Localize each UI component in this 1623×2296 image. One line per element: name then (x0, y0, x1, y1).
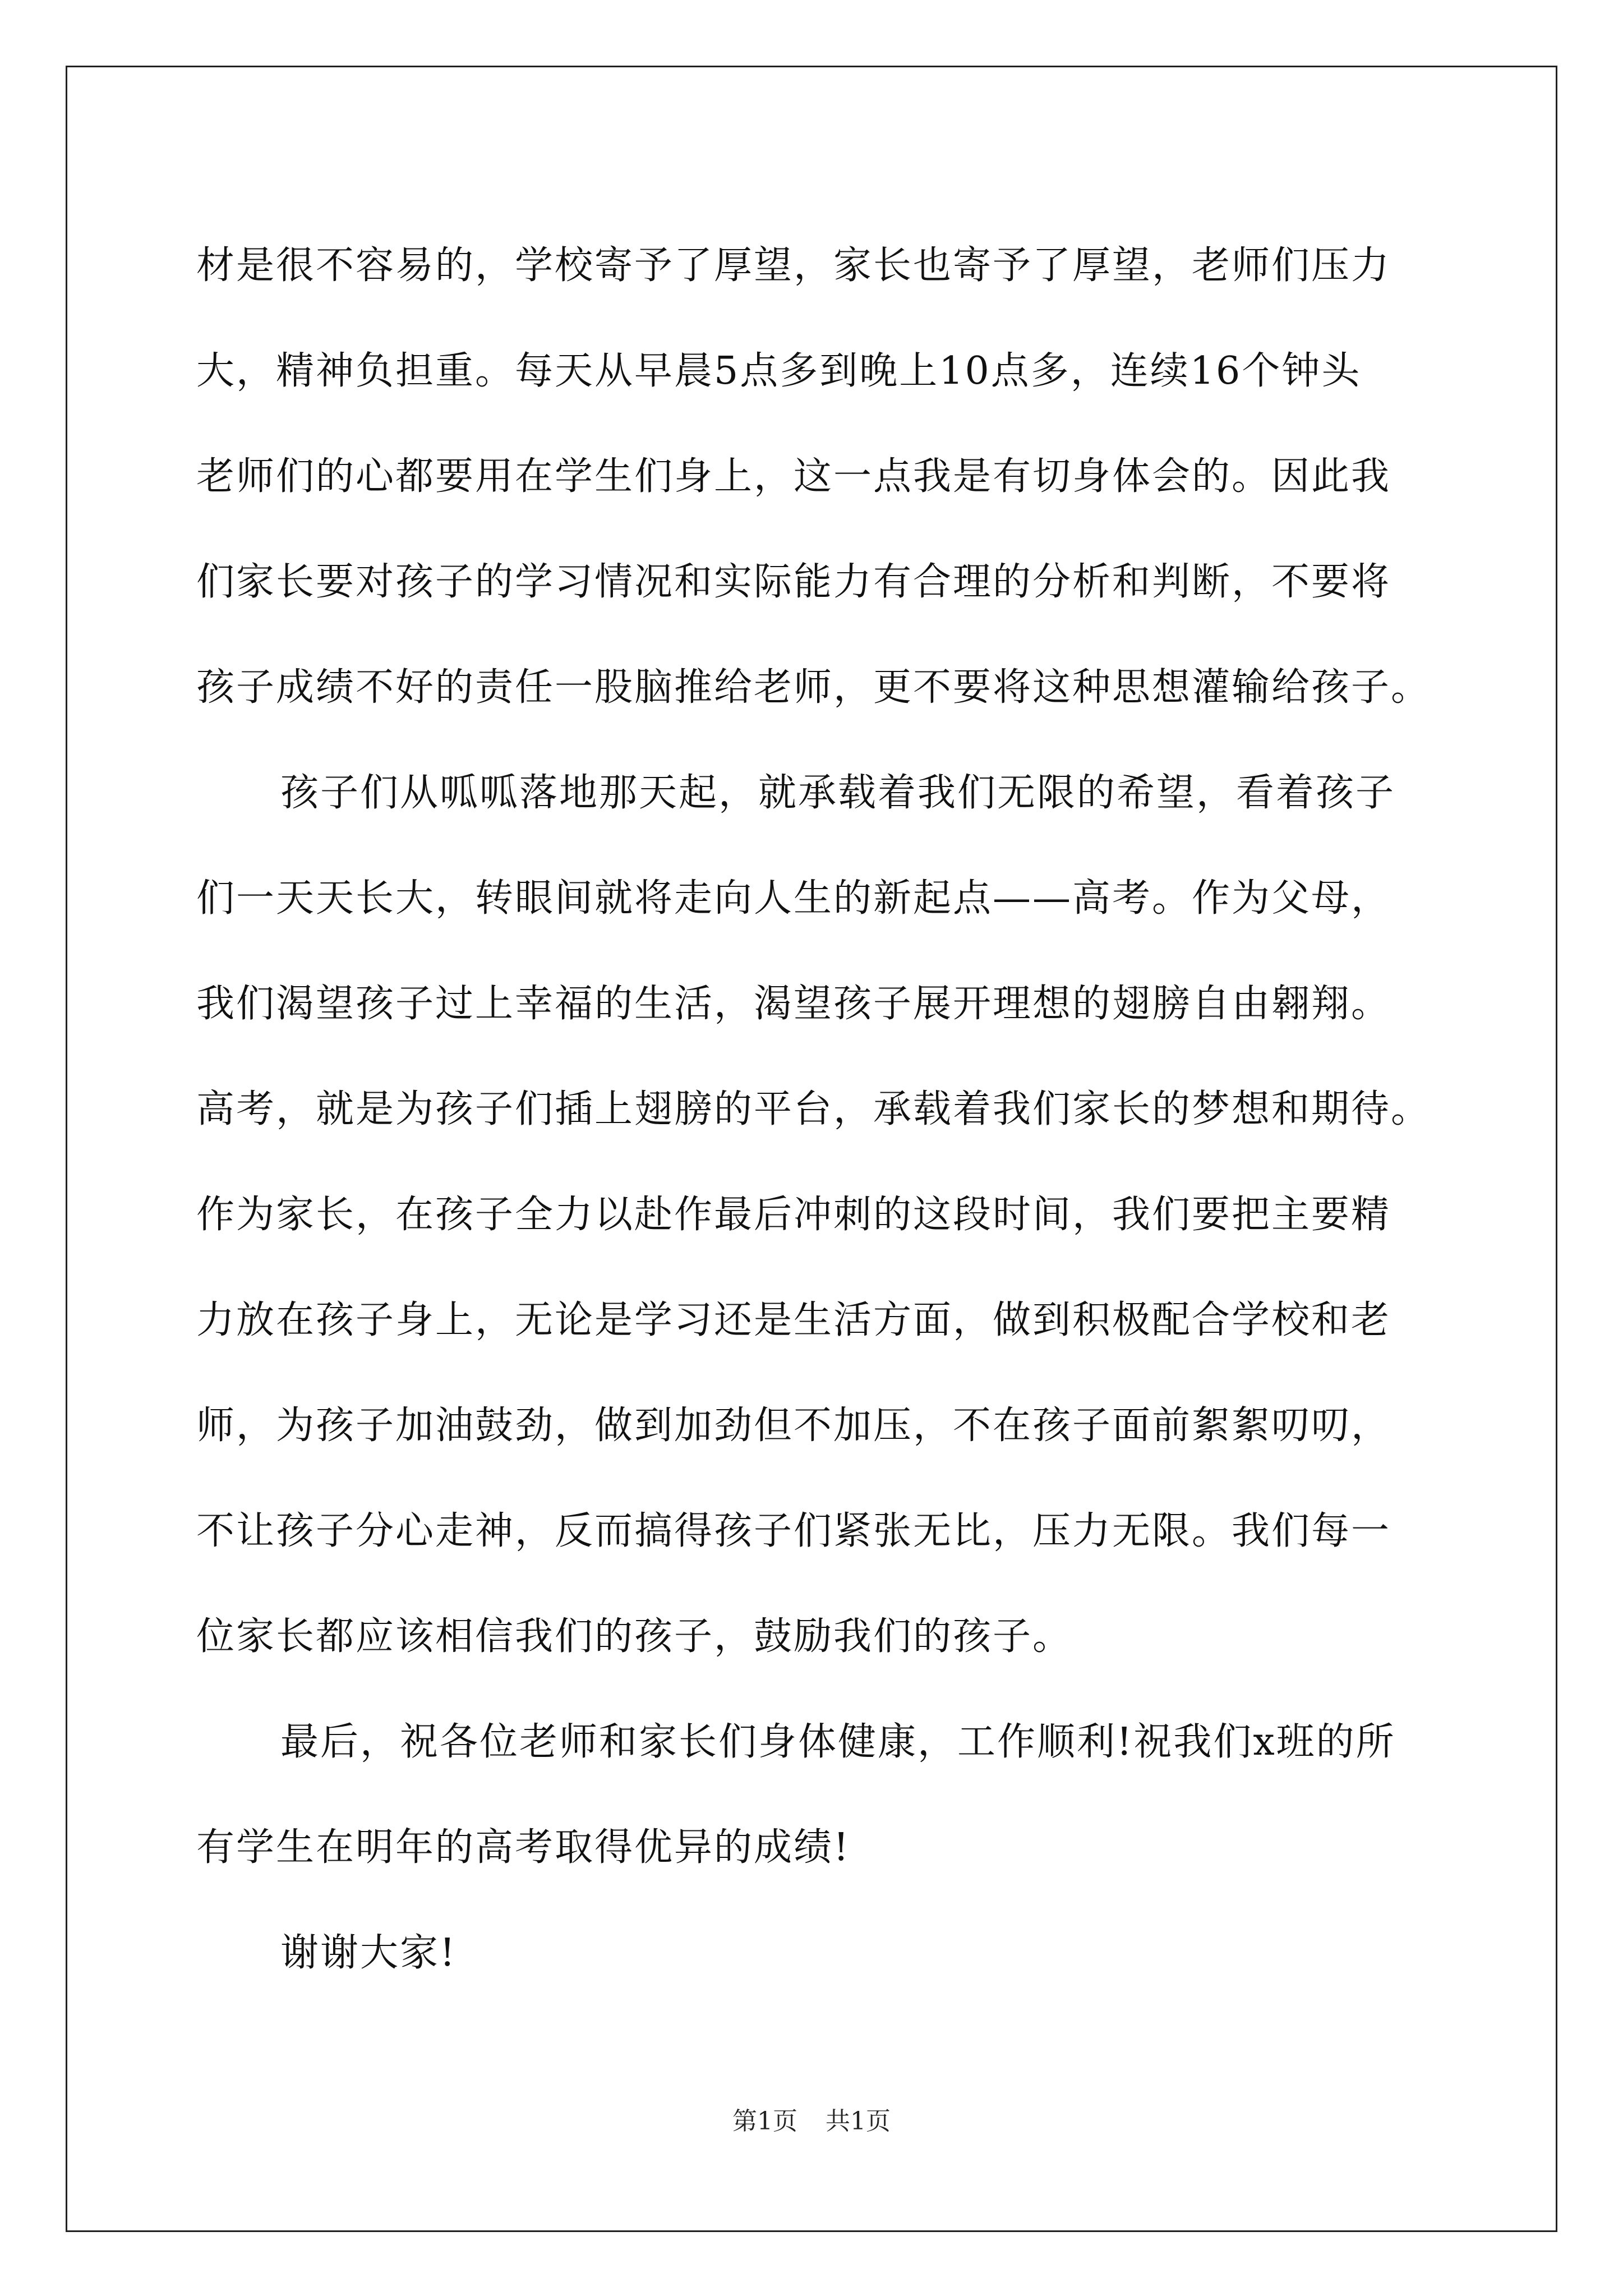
text-line: 孩子成绩不好的责任一股脑推给老师，更不要将这种思想灌输给孩子。 (196, 665, 1431, 710)
text-line: 作为家长，在孩子全力以赴作最后冲刺的这段时间，我们要把主要精 (196, 1193, 1391, 1237)
text-line: 最后，祝各位老师和家长们身体健康，工作顺利!祝我们x班的所 (280, 1720, 1396, 1764)
text-line: 们一天天长大，转眼间就将走向人生的新起点——高考。作为父母， (196, 876, 1391, 921)
text-line: 有学生在明年的高考取得优异的成绩! (196, 1825, 851, 1870)
text-line: 大，精神负担重。每天从早晨5点多到晚上10点多，连续16个钟头 (196, 349, 1362, 393)
text-line: 师，为孩子加油鼓劲，做到加劲但不加压，不在孩子面前絮絮叨叨， (196, 1404, 1391, 1448)
text-line: 我们渴望孩子过上幸福的生活，渴望孩子展开理想的翅膀自由翱翔。 (196, 982, 1391, 1026)
text-line: 高考，就是为孩子们插上翅膀的平台，承载着我们家长的梦想和期待。 (196, 1087, 1431, 1131)
page-number-current: 第1页 (732, 2107, 797, 2136)
text-line: 材是很不容易的，学校寄予了厚望，家长也寄予了厚望，老师们压力 (196, 243, 1391, 288)
text-line: 老师们的心都要用在学生们身上，这一点我是有切身体会的。因此我 (196, 454, 1391, 499)
page-number-total: 共1页 (826, 2107, 891, 2136)
document-body (196, 213, 1430, 2006)
text-line: 力放在孩子身上，无论是学习还是生活方面，做到积极配合学校和老 (196, 1298, 1391, 1342)
text-line: 孩子们从呱呱落地那天起，就承载着我们无限的希望，看着孩子 (280, 771, 1396, 815)
text-line: 位家长都应该相信我们的孩子，鼓励我们的孩子。 (196, 1614, 1073, 1659)
text-line: 们家长要对孩子的学习情况和实际能力有合理的分析和判断，不要将 (196, 560, 1391, 604)
text-line: 不让孩子分心走神，反而搞得孩子们紧张无比，压力无限。我们每一 (196, 1509, 1391, 1553)
page-footer (0, 2105, 1623, 2138)
text-line: 谢谢大家! (280, 1931, 457, 1975)
